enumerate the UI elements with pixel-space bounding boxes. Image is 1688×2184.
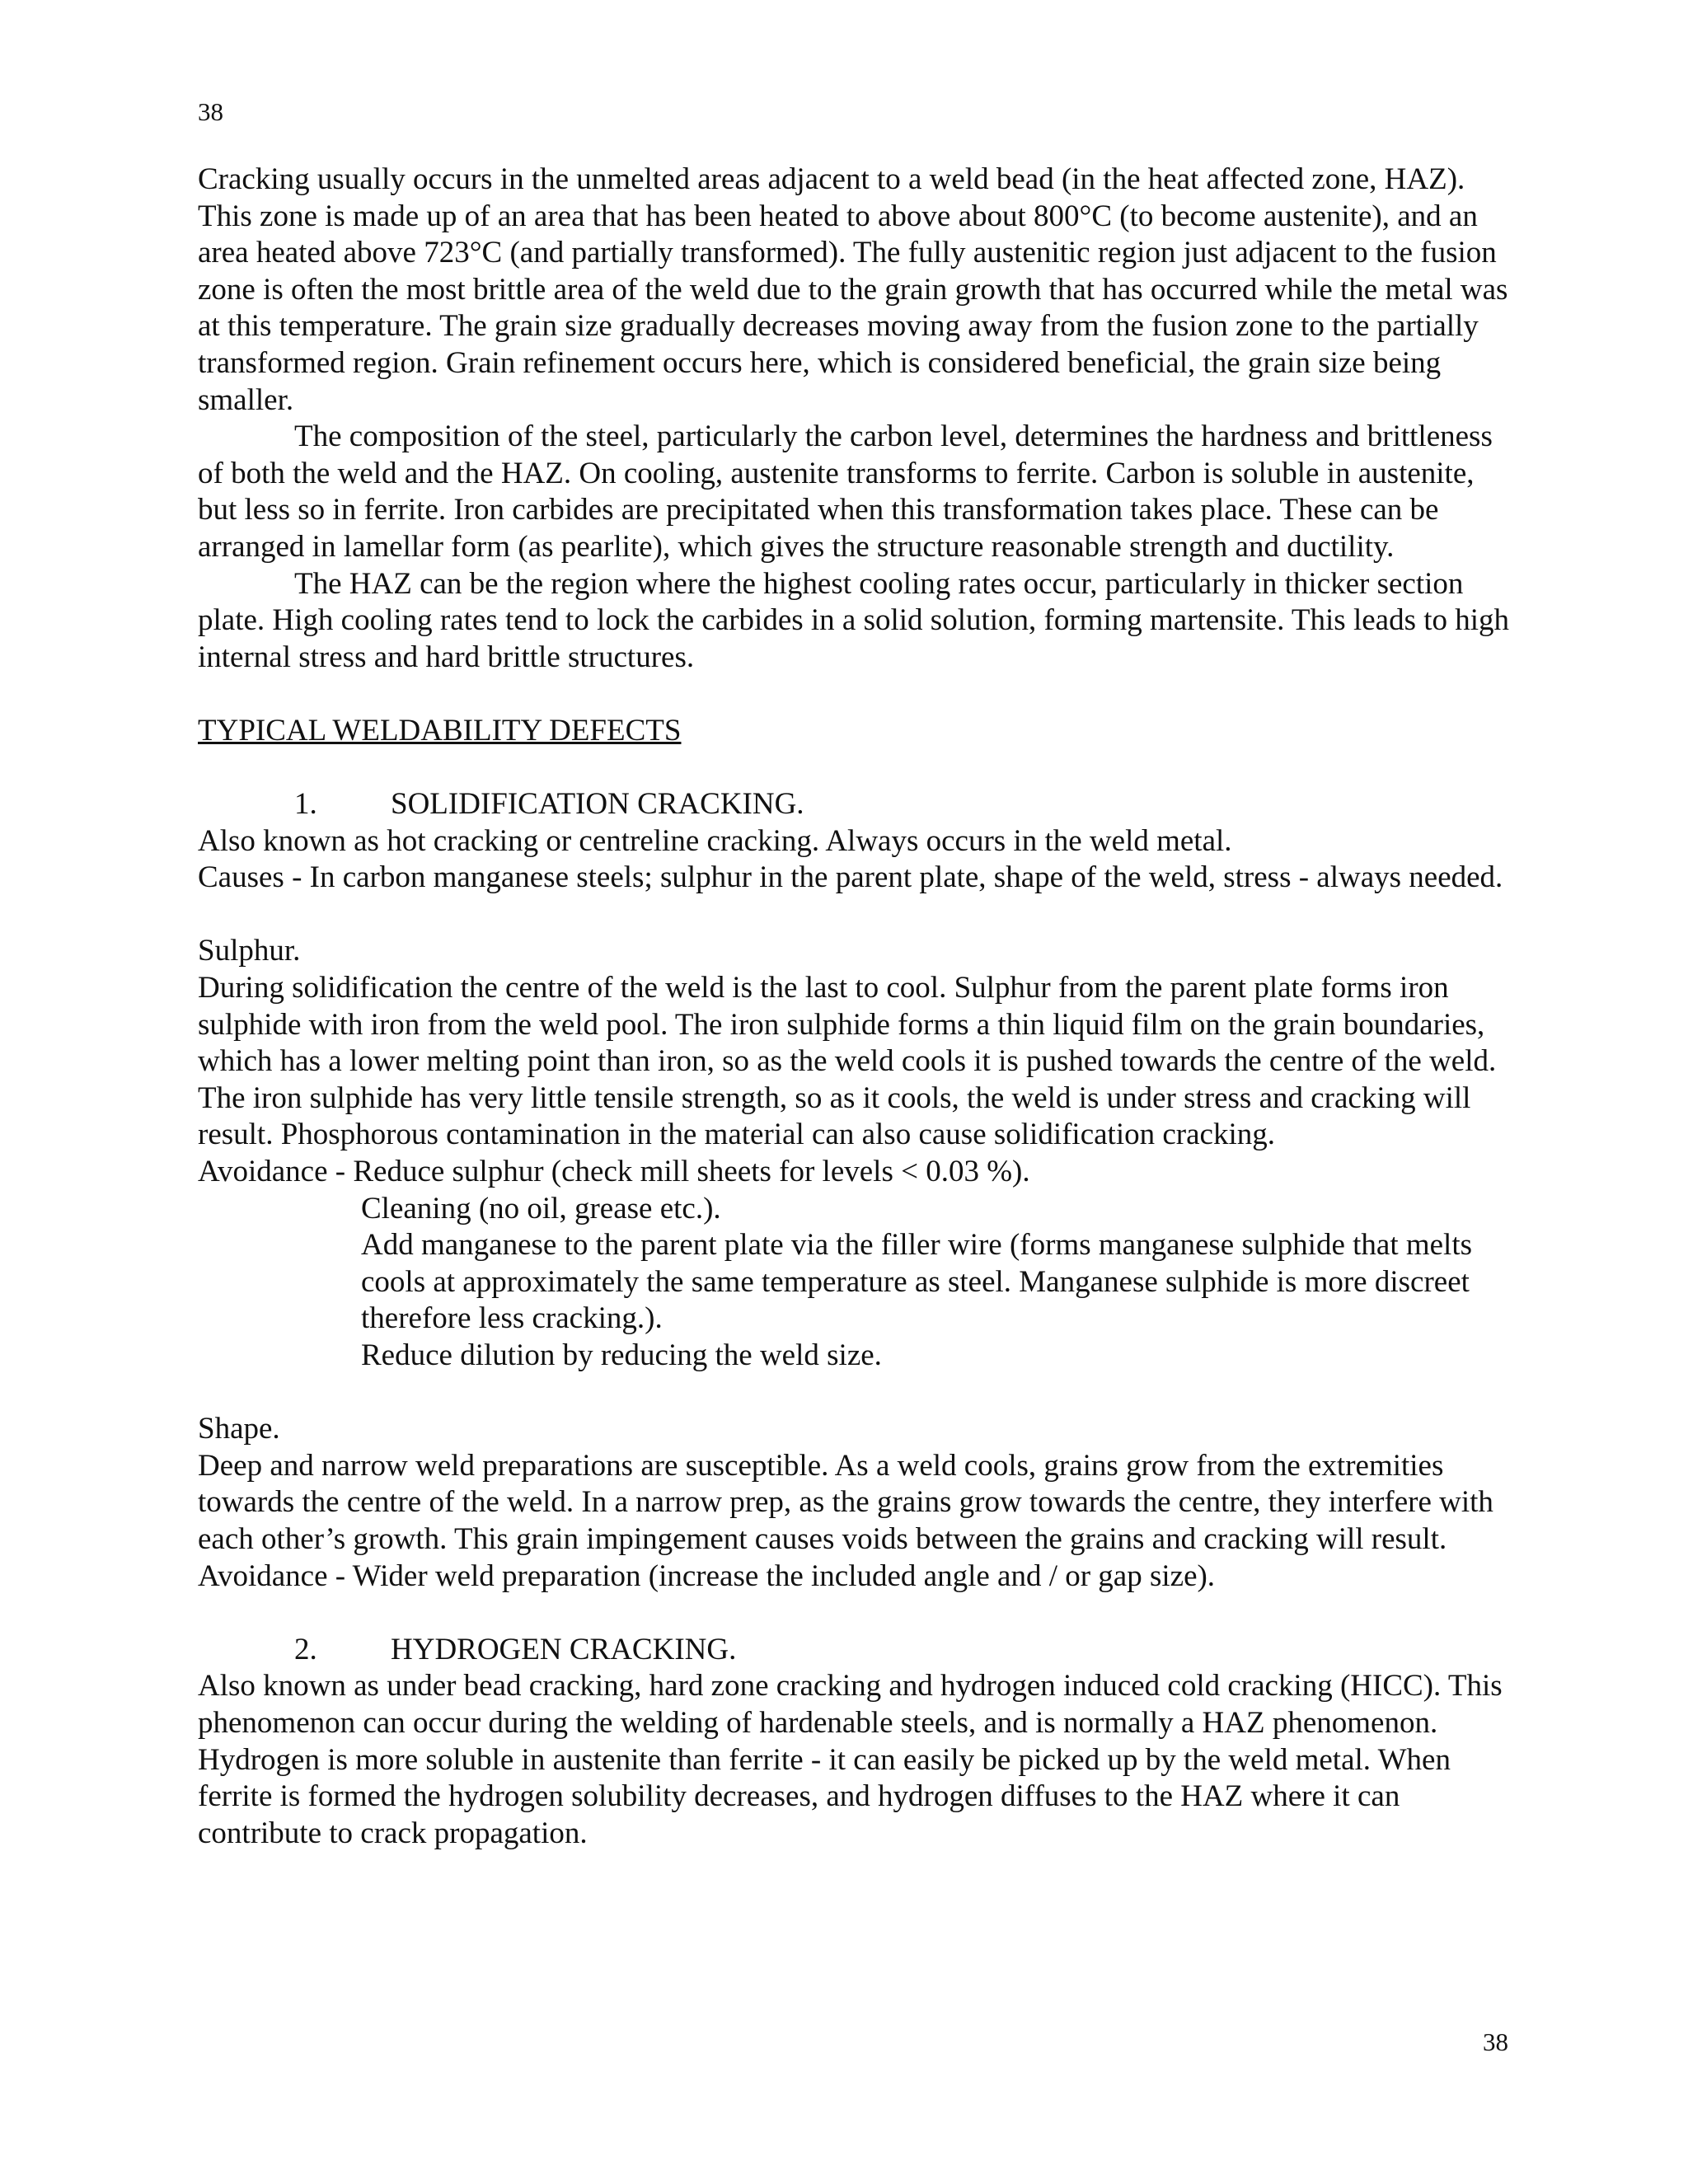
item-1-causes: Causes - In carbon manganese steels; sulphur in the parent plate, shape of the weld, stress - always needed. — [198, 860, 1503, 895]
item-1-number: 1. — [294, 787, 317, 822]
shape-heading: Shape. — [198, 1412, 280, 1446]
intro-paragraph-3: The HAZ can be the region where the highest cooling rates occur, particularly in thicker section plate. High cooling rates tend to lock the carbides in a solid solution, forming martensite. This leads to high internal stress and hard brittle structures. — [198, 566, 1510, 674]
page-number-top: 38 — [198, 97, 223, 126]
item-1-heading — [198, 786, 1517, 823]
sulphur-avoidance: Avoidance - Reduce sulphur (check mill sheets for levels < 0.03 %). — [198, 1155, 1030, 1189]
intro-paragraph-2: The composition of the steel, particularly the carbon level, determines the hardness and brittleness of both the weld and the HAZ. On cooling, austenite transforms to ferrite. Carbon is soluble in austenite, but less so in ferrite. Iron carbides are precipitated when this transformation takes place. These can be arranged in lamellar form (as pearlite), which gives the structure reasonable strength and ductility. — [198, 419, 1493, 564]
sulphur-avoid-manganese: Add manganese to the parent plate via the filler wire (forms manganese sulphide that melts cools at approximately the same temperature as steel. Manganese sulphide is more discreet therefore less cracking.). — [361, 1228, 1473, 1336]
item-2-text: Also known as under bead cracking, hard zone cracking and hydrogen induced cold cracking (HICC). This phenomenon can occur during the welding of hardenable steels, and is normally a HAZ phenomenon. Hydrogen is more soluble in austenite than ferrite - it can easily be picked up by the weld metal. When ferrite is formed the hydrogen solubility decreases, and hydrogen diffuses to the HAZ where it can contribute to crack propagation. — [198, 1669, 1503, 1850]
spacer — [198, 897, 1517, 934]
body-text — [198, 162, 1517, 1852]
spacer — [198, 750, 1517, 787]
item-1-description: Also known as hot cracking or centreline cracking. Always occurs in the weld metal. — [198, 823, 1232, 858]
item-1-title: SOLIDIFICATION CRACKING. — [391, 787, 804, 822]
shape-avoidance: Avoidance - Wider weld preparation (increase the included angle and / or gap size). — [198, 1558, 1216, 1593]
intro-paragraph-1: Cracking usually occurs in the unmelted areas adjacent to a weld bead (in the heat affected zone, HAZ). This zone is made up of an area that has been heated to above about 800°C (to become austenite), and an area heated above 723°C (and partially transformed). The fully austenitic region just adjacent to the fusion zone is often the most brittle area of the weld due to the grain growth that has occurred while the metal was at this temperature. The grain size gradually decreases moving away from the fusion zone to the partially transformed region. Grain refinement occurs here, which is considered beneficial, the grain size being smaller. — [198, 162, 1508, 417]
item-2-title: HYDROGEN CRACKING. — [391, 1632, 737, 1666]
spacer — [198, 1595, 1517, 1632]
item-2-number: 2. — [294, 1632, 317, 1666]
page-number-bottom: 38 — [1483, 2027, 1508, 2056]
sulphur-avoid-dilution: Reduce dilution by reducing the weld size. — [361, 1338, 882, 1372]
shape-text: Deep and narrow weld preparations are susceptible. As a weld cools, grains grow from the extremities towards the centre of the weld. In a narrow prep, as the grains grow towards the centre, they interfere with each other’s growth. This grain impingement causes voids between the grains and cracking will result. — [198, 1448, 1493, 1556]
spacer — [198, 676, 1517, 713]
sulphur-text: During solidification the centre of the weld is the last to cool. Sulphur from the parent plate forms iron sulphide with iron from the weld pool. The iron sulphide forms a thin liquid film on the grain boundaries, which has a lower melting point than iron, so as the weld cools it is pushed towards the centre of the weld. The iron sulphide has very little tensile strength, so as it cools, the weld is under stress and cracking will result. Phosphorous contamination in the material can also cause solidification cracking. — [198, 971, 1497, 1152]
item-2-heading — [198, 1632, 1517, 1669]
section-heading: TYPICAL WELDABILITY DEFECTS — [198, 713, 682, 748]
spacer — [198, 1375, 1517, 1412]
sulphur-heading: Sulphur. — [198, 934, 301, 968]
sulphur-avoid-cleaning: Cleaning (no oil, grease etc.). — [361, 1191, 721, 1226]
